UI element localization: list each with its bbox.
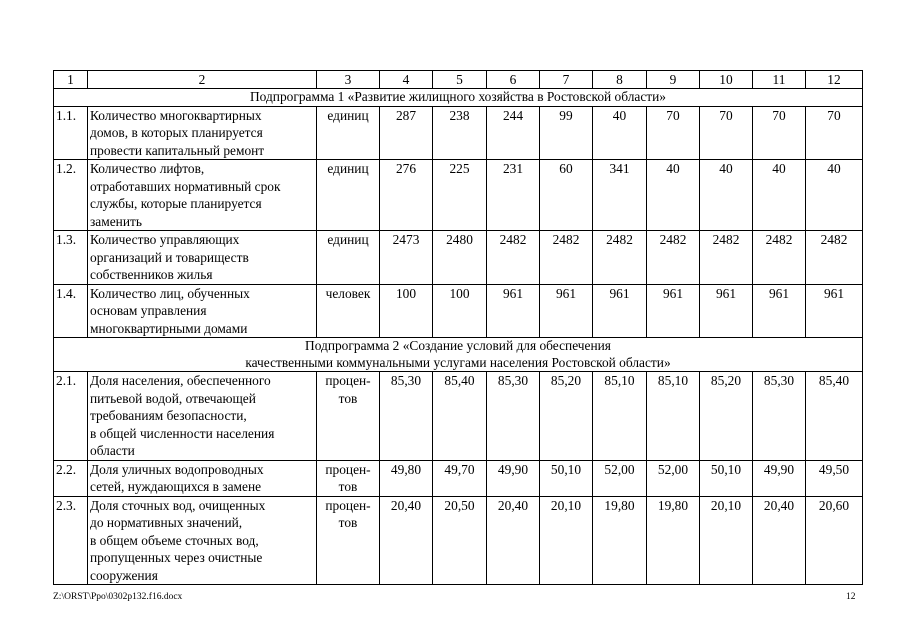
value-cell: 961 [540,284,593,338]
table-body [54,71,863,585]
indicator-name-line: пропущенных через очистные [90,550,263,565]
value-cell: 85,30 [380,372,433,461]
value-cell: 20,40 [487,496,540,585]
value-cell: 2482 [593,231,647,285]
unit-of-measure [317,460,380,496]
indicator-name-line: сетей, нуждающихся в замене [90,479,262,494]
indicator-name-line: Количество лифтов, [90,161,205,176]
value-cell: 52,00 [647,460,700,496]
value-cell: 961 [487,284,540,338]
unit-of-measure-line: процен- [325,461,371,477]
value-cell: 961 [753,284,806,338]
value-cell: 49,80 [380,460,433,496]
value-cell: 225 [433,160,487,231]
value-cell: 40 [806,160,863,231]
indicator-name [88,496,317,585]
header-cell: 12 [806,71,863,89]
value-cell: 70 [647,106,700,160]
value-cell: 49,90 [753,460,806,496]
footer-file-path: Z:\ORST\Ppo\0302p132.f16.docx [53,592,183,602]
indicator-name-line: основам управления [90,303,207,318]
table-row [54,460,863,496]
row-number: 1.3. [54,231,88,285]
value-cell: 341 [593,160,647,231]
value-cell: 70 [806,106,863,160]
unit-of-measure-line: процен- [325,497,371,513]
indicator-name-line: домов, в которых планируется [90,125,263,140]
unit-of-measure [317,231,380,285]
value-cell: 40 [647,160,700,231]
indicator-name-line: в общей численности населения [90,425,275,441]
indicator-name-line: многоквартирными домами [90,320,248,336]
table-row [54,231,863,285]
value-cell: 49,70 [433,460,487,496]
indicator-name-line: Количество лиц, обученных [90,285,250,301]
unit-of-measure-line: человек [325,285,371,301]
unit-of-measure-line: единиц [327,107,369,123]
unit-of-measure [317,372,380,461]
indicator-name-line: в общем объеме сточных вод, [90,532,259,548]
subprogram-2-title-line: Подпрограмма 2 «Создание условий для обеспечения [305,338,611,353]
indicator-name-line: сооружения [90,567,158,583]
header-cell: 2 [88,71,317,89]
value-cell: 2482 [647,231,700,285]
header-cell: 10 [700,71,753,89]
header-cell: 8 [593,71,647,89]
subprogram-2-title [54,338,863,372]
table-row [54,284,863,338]
indicator-name-line: области [90,443,135,458]
value-cell: 276 [380,160,433,231]
value-cell: 49,90 [487,460,540,496]
indicator-name-line: провести капитальный ремонт [90,142,265,158]
value-cell: 961 [700,284,753,338]
value-cell: 2480 [433,231,487,285]
unit-of-measure-line: тов [338,479,358,494]
indicator-name-line: организаций и товариществ [90,249,249,265]
value-cell: 85,20 [700,372,753,461]
value-cell: 238 [433,106,487,160]
indicator-name [88,372,317,461]
value-cell: 961 [593,284,647,338]
table-row [54,496,863,585]
value-cell: 70 [700,106,753,160]
header-cell: 7 [540,71,593,89]
row-number: 1.4. [54,284,88,338]
indicator-name [88,231,317,285]
row-number: 2.1. [54,372,88,461]
value-cell: 2482 [700,231,753,285]
value-cell: 49,50 [806,460,863,496]
value-cell: 100 [380,284,433,338]
indicator-name-line: Доля уличных водопроводных [90,461,264,477]
header-row [54,71,863,89]
value-cell: 40 [593,106,647,160]
indicator-name-line: Доля сточных вод, очищенных [90,497,266,513]
indicator-name-line: Доля населения, обеспеченного [90,373,271,388]
unit-of-measure [317,284,380,338]
value-cell: 961 [647,284,700,338]
value-cell: 50,10 [700,460,753,496]
row-number: 1.1. [54,106,88,160]
value-cell: 100 [433,284,487,338]
value-cell: 2482 [753,231,806,285]
value-cell: 287 [380,106,433,160]
header-cell: 11 [753,71,806,89]
indicator-name-line: отработавших нормативный срок [90,178,281,194]
value-cell: 20,10 [700,496,753,585]
indicator-name-line: до нормативных значений, [90,515,243,530]
indicator-name [88,460,317,496]
footer-page-number: 12 [846,592,856,602]
unit-of-measure [317,106,380,160]
value-cell: 20,10 [540,496,593,585]
row-number: 2.3. [54,496,88,585]
unit-of-measure [317,496,380,585]
row-number: 2.2. [54,460,88,496]
value-cell: 20,60 [806,496,863,585]
indicator-name-line: Количество управляющих [90,232,240,247]
value-cell: 70 [753,106,806,160]
unit-of-measure-line: единиц [327,232,369,247]
header-cell: 6 [487,71,540,89]
value-cell: 60 [540,160,593,231]
value-cell: 85,40 [806,372,863,461]
value-cell: 19,80 [593,496,647,585]
indicator-name-line: Количество многоквартирных [90,107,262,123]
subprogram-1-title: Подпрограмма 1 «Развитие жилищного хозяйства в Ростовской области» [54,89,863,107]
table-row [54,106,863,160]
value-cell: 85,40 [433,372,487,461]
value-cell: 85,10 [593,372,647,461]
value-cell: 20,40 [753,496,806,585]
unit-of-measure-line: единиц [327,161,369,176]
header-cell: 3 [317,71,380,89]
header-cell: 1 [54,71,88,89]
indicator-name [88,160,317,231]
subprogram-2-row [54,338,863,372]
header-cell: 9 [647,71,700,89]
indicator-name-line: собственников жилья [90,267,213,282]
unit-of-measure [317,160,380,231]
value-cell: 40 [700,160,753,231]
table-row [54,160,863,231]
value-cell: 40 [753,160,806,231]
value-cell: 2482 [540,231,593,285]
indicator-name-line: службы, которые планируется [90,196,262,211]
unit-of-measure-line: тов [338,515,358,530]
indicator-name [88,106,317,160]
value-cell: 99 [540,106,593,160]
indicator-name-line: заменить [90,213,142,229]
value-cell: 961 [806,284,863,338]
header-cell: 4 [380,71,433,89]
subprogram-1-row [54,89,863,107]
value-cell: 85,10 [647,372,700,461]
indicator-name [88,284,317,338]
indicator-name-line: питьевой водой, отвечающей [90,390,256,406]
value-cell: 2473 [380,231,433,285]
value-cell: 85,30 [487,372,540,461]
subprogram-2-title-line: качественными коммунальными услугами населения Ростовской области» [245,354,671,370]
value-cell: 85,30 [753,372,806,461]
table-row [54,372,863,461]
value-cell: 244 [487,106,540,160]
value-cell: 2482 [487,231,540,285]
value-cell: 231 [487,160,540,231]
value-cell: 52,00 [593,460,647,496]
indicator-name-line: требованиям безопасности, [90,408,247,423]
value-cell: 19,80 [647,496,700,585]
value-cell: 85,20 [540,372,593,461]
row-number: 1.2. [54,160,88,231]
unit-of-measure-line: процен- [325,373,371,388]
indicators-table [53,70,863,585]
value-cell: 50,10 [540,460,593,496]
value-cell: 20,50 [433,496,487,585]
unit-of-measure-line: тов [338,390,358,406]
value-cell: 2482 [806,231,863,285]
header-cell: 5 [433,71,487,89]
value-cell: 20,40 [380,496,433,585]
